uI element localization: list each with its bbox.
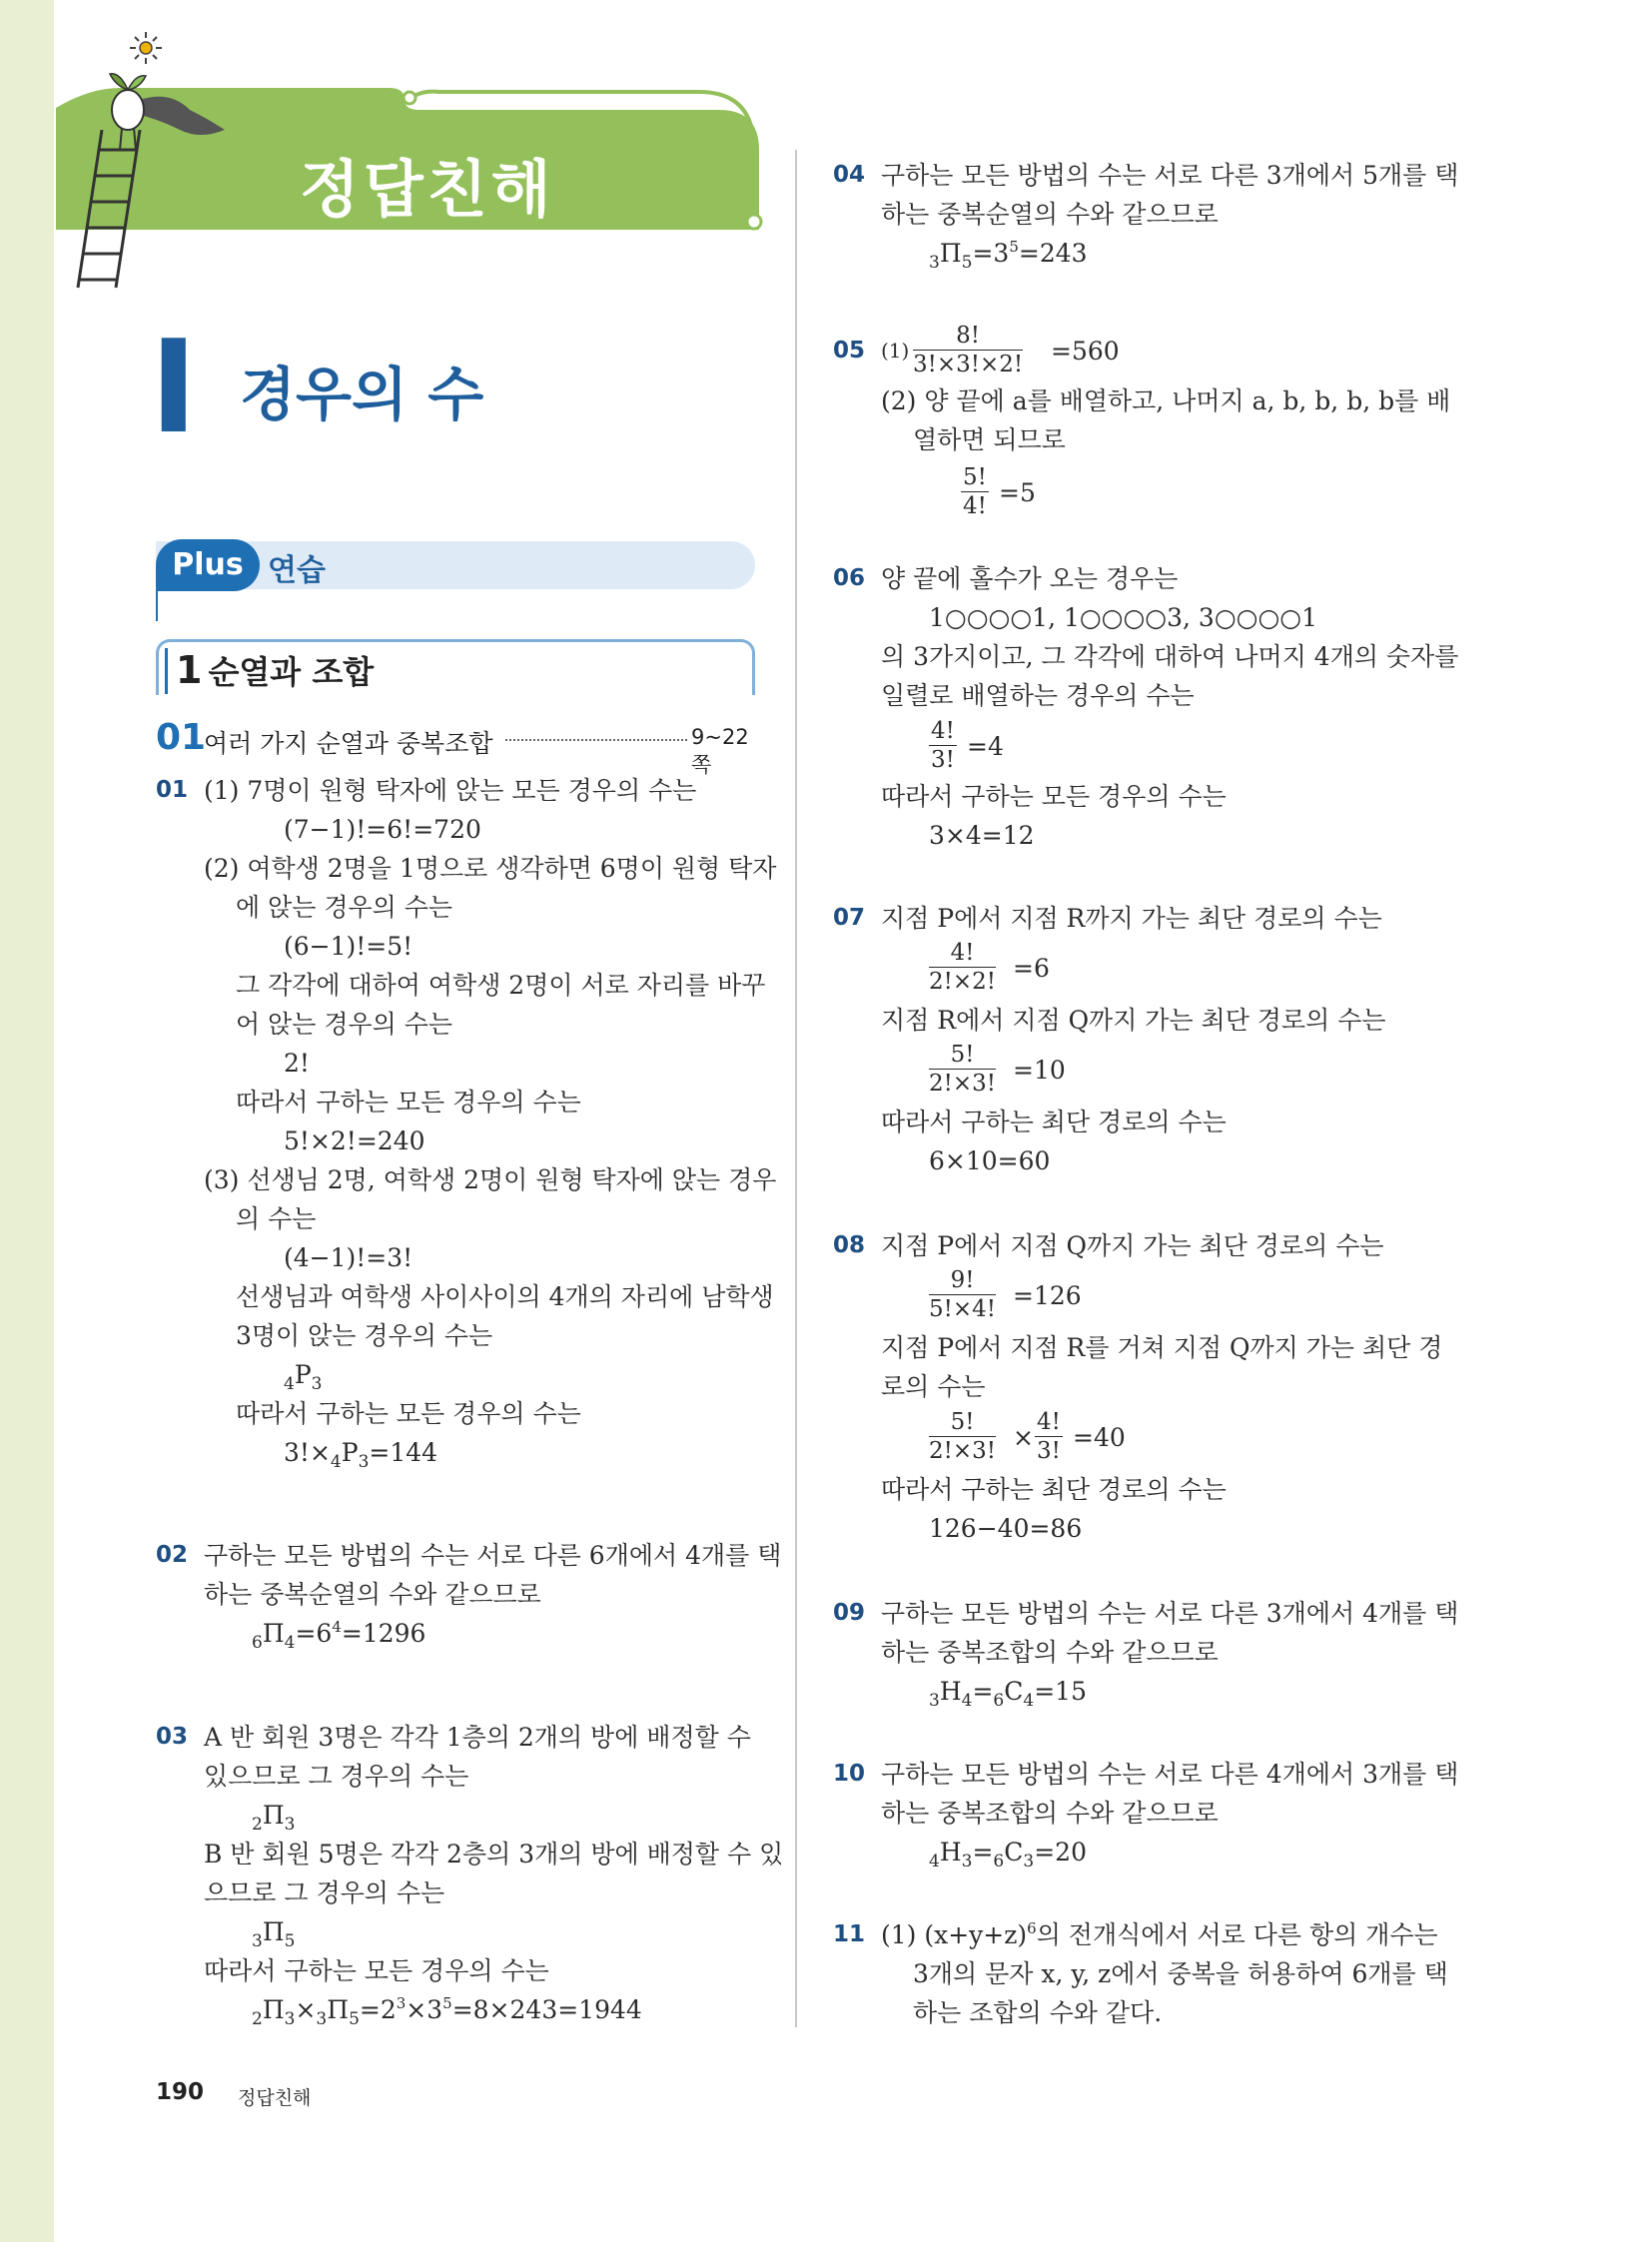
topic-pages: 9~22쪽 <box>691 725 749 777</box>
math-line: $_4H_3=_6C_3=20$ <box>929 1838 1087 1871</box>
header-title: 정답친해 <box>300 153 555 226</box>
text-line: 3개의 문자 x, y, z에서 중복을 허용하여 6개를 택 <box>913 1959 1448 1988</box>
math-line: =6 <box>1013 954 1050 983</box>
topic-line <box>156 717 755 777</box>
text-line: 구하는 모든 방법의 수는 서로 다른 3개에서 5개를 택 <box>881 161 1459 190</box>
problem-number: 11 <box>833 1921 866 1947</box>
text-line: 에 앉는 경우의 수는 <box>236 893 453 922</box>
text-line: 으므로 그 경우의 수는 <box>204 1878 445 1907</box>
fraction: $\frac{4!}{2!\times 2!}$ <box>929 940 997 995</box>
problem-01 <box>156 771 777 1472</box>
text-line: 지점 R에서 지점 Q까지 가는 최단 경로의 수는 <box>881 1006 1386 1035</box>
math-operator: × <box>1013 1423 1034 1452</box>
fraction: $\frac{5!}{2!\times 3!}$ <box>929 1409 997 1464</box>
text-line: 지점 P에서 지점 R를 거쳐 지점 Q까지 가는 최단 경 <box>881 1333 1443 1362</box>
problem-number: 10 <box>833 1761 866 1787</box>
text-line: 어 앉는 경우의 수는 <box>236 1010 453 1039</box>
text-line: 그 각각에 대하여 여학생 2명이 서로 자리를 바꾸 <box>236 971 766 1000</box>
text-line: 따라서 구하는 최단 경로의 수는 <box>881 1108 1227 1136</box>
text-line: 따라서 구하는 모든 경우의 수는 <box>236 1399 581 1428</box>
fraction: $\frac{5!}{4!}$ <box>963 464 987 519</box>
problem-04 <box>833 156 1459 276</box>
page-number: 190 <box>156 2079 205 2105</box>
math-line: 3×4=12 <box>929 821 1035 850</box>
plus-connector <box>156 589 158 621</box>
problem-02 <box>156 1536 782 1656</box>
ladder-icon <box>72 130 162 290</box>
text-line: 지점 P에서 지점 R까지 가는 최단 경로의 수는 <box>881 904 1382 933</box>
problem-number: 07 <box>833 905 866 931</box>
text-line: (3) 선생님 2명, 여학생 2명이 원형 탁자에 앉는 경우 <box>204 1165 777 1194</box>
math-line: (6−1)!=5! <box>284 932 413 961</box>
text-line: A 반 회원 3명은 각각 1층의 2개의 방에 배정할 수 <box>204 1723 751 1752</box>
text-line: 따라서 구하는 모든 경우의 수는 <box>236 1088 581 1117</box>
text-line: B 반 회원 5명은 각각 2층의 3개의 방에 배정할 수 있 <box>204 1840 784 1868</box>
footer-label: 정답친해 <box>238 2087 312 2109</box>
math-line: 6×10=60 <box>929 1146 1051 1175</box>
problem-number: 04 <box>833 162 866 188</box>
fraction: $\frac{4!}{3!}$ <box>931 718 955 773</box>
math-line: (1) $(x+y+z)^6$의 전개식에서 서로 다른 항의 개수는 <box>881 1919 1438 1949</box>
math-line: 5!×2!=240 <box>284 1126 425 1155</box>
math-line: (7−1)!=6!=720 <box>284 815 481 844</box>
text-line: 열하면 되므로 <box>913 425 1066 454</box>
text-line: (2) 양 끝에 a를 배열하고, 나머지 a, b, b, b, b를 배 <box>881 386 1451 415</box>
text-line: 구하는 모든 방법의 수는 서로 다른 6개에서 4개를 택 <box>204 1541 782 1570</box>
problem-06 <box>833 559 1459 859</box>
math-line: =10 <box>1013 1056 1066 1085</box>
text-line: 하는 중복순열의 수와 같으므로 <box>881 200 1219 229</box>
problem-07 <box>833 899 1432 1178</box>
text-line: 구하는 모든 방법의 수는 서로 다른 3개에서 4개를 택 <box>881 1599 1459 1628</box>
problem-number: 06 <box>833 565 866 591</box>
math-line: $_3\Pi_5=3^5=243$ <box>929 238 1088 273</box>
text-line: 하는 중복조합의 수와 같으므로 <box>881 1799 1219 1828</box>
chapter-title: 경우의 수 <box>240 361 484 428</box>
math-line: $3!\times_4P_3=144$ <box>284 1438 438 1472</box>
section-title: 순열과 조합 <box>208 653 375 691</box>
problem-11 <box>833 1915 1448 2035</box>
problem-number: 08 <box>833 1232 866 1258</box>
problem-number: 05 <box>833 338 866 364</box>
math-line: 126−40=86 <box>929 1514 1083 1543</box>
text-line: (1) 7명이 원형 탁자에 앉는 모든 경우의 수는 <box>204 776 697 805</box>
math-line: $_3H_4=_6C_4=15$ <box>929 1677 1087 1711</box>
topic-number: 01 <box>156 717 207 758</box>
problem-03 <box>156 1718 784 2037</box>
problem-number: 01 <box>156 777 189 803</box>
problem-05 <box>833 322 1451 521</box>
problem-09 <box>833 1594 1459 1714</box>
column-divider <box>795 150 797 2027</box>
fraction: $\frac{9!}{5!\times 4!}$ <box>929 1267 997 1322</box>
section-number: 1 <box>176 648 203 692</box>
fraction: $\frac{5!}{2!\times 3!}$ <box>929 1042 997 1097</box>
math-line: $_4P_3$ <box>284 1360 323 1394</box>
text-line: 지점 P에서 지점 Q까지 가는 최단 경로의 수는 <box>881 1231 1384 1260</box>
math-line: =5 <box>999 478 1036 507</box>
text-line: 양 끝에 홀수가 오는 경우는 <box>881 564 1179 593</box>
page-margin-strip <box>0 0 54 2242</box>
text-line: 선생님과 여학생 사이사이의 4개의 자리에 남학생 <box>236 1282 774 1311</box>
math-line: =40 <box>1073 1423 1126 1452</box>
topic-title: 여러 가지 순열과 중복조합 <box>204 729 493 758</box>
math-line: =126 <box>1013 1281 1082 1310</box>
problem-number: 03 <box>156 1724 189 1750</box>
text-line: 의 3가지이고, 그 각각에 대하여 나머지 4개의 숫자를 <box>881 642 1459 671</box>
math-line: $_2\Pi_3$ <box>252 1801 296 1835</box>
problem-08 <box>833 1226 1443 1556</box>
math-line: =560 <box>1051 337 1120 366</box>
text-line: 따라서 구하는 최단 경로의 수는 <box>881 1475 1227 1504</box>
fraction: $\frac{8!}{3!\times 3!\times 2!}$ <box>913 323 1024 377</box>
text-line: 의 수는 <box>236 1204 317 1233</box>
topic-leader-dots <box>505 739 687 741</box>
math-line: $_3\Pi_5$ <box>252 1917 296 1951</box>
chapter-number: I <box>150 314 198 462</box>
section-heading <box>176 647 374 693</box>
text-line: 로의 수는 <box>881 1372 986 1401</box>
text-line: (1) <box>881 339 910 363</box>
math-line: $_2\Pi_3\times_3\Pi_5=2^3\times 3^5=8\times 243=1944$ <box>252 1994 642 2029</box>
math-line: $_6\Pi_4=6^4=1296$ <box>252 1618 426 1653</box>
fraction: $\frac{4!}{3!}$ <box>1037 1409 1061 1464</box>
text-line: 하는 조합의 수와 같다. <box>913 1998 1163 2027</box>
text-line: 있으므로 그 경우의 수는 <box>204 1762 469 1791</box>
text-line: 따라서 구하는 모든 경우의 수는 <box>204 1956 549 1985</box>
text-line: 하는 중복순열의 수와 같으므로 <box>204 1580 541 1609</box>
text-line: 구하는 모든 방법의 수는 서로 다른 4개에서 3개를 택 <box>881 1760 1459 1789</box>
problem-number: 09 <box>833 1600 866 1626</box>
problem-10 <box>833 1755 1459 1874</box>
math-line: 2! <box>284 1049 310 1078</box>
text-line: 따라서 구하는 모든 경우의 수는 <box>881 782 1227 811</box>
problem-number: 02 <box>156 1542 189 1568</box>
math-line: =4 <box>967 732 1004 761</box>
plus-badge: Plus <box>156 539 260 591</box>
text-line: 하는 중복조합의 수와 같으므로 <box>881 1638 1219 1667</box>
text-line: 일렬로 배열하는 경우의 수는 <box>881 681 1195 710</box>
math-line: 1○○○○1, 1○○○○3, 3○○○○1 <box>929 603 1317 632</box>
plus-label: 연습 <box>268 553 326 588</box>
math-line: (4−1)!=3! <box>284 1243 413 1272</box>
text-line: (2) 여학생 2명을 1명으로 생각하면 6명이 원형 탁자 <box>204 854 777 883</box>
text-line: 3명이 앉는 경우의 수는 <box>236 1321 493 1350</box>
